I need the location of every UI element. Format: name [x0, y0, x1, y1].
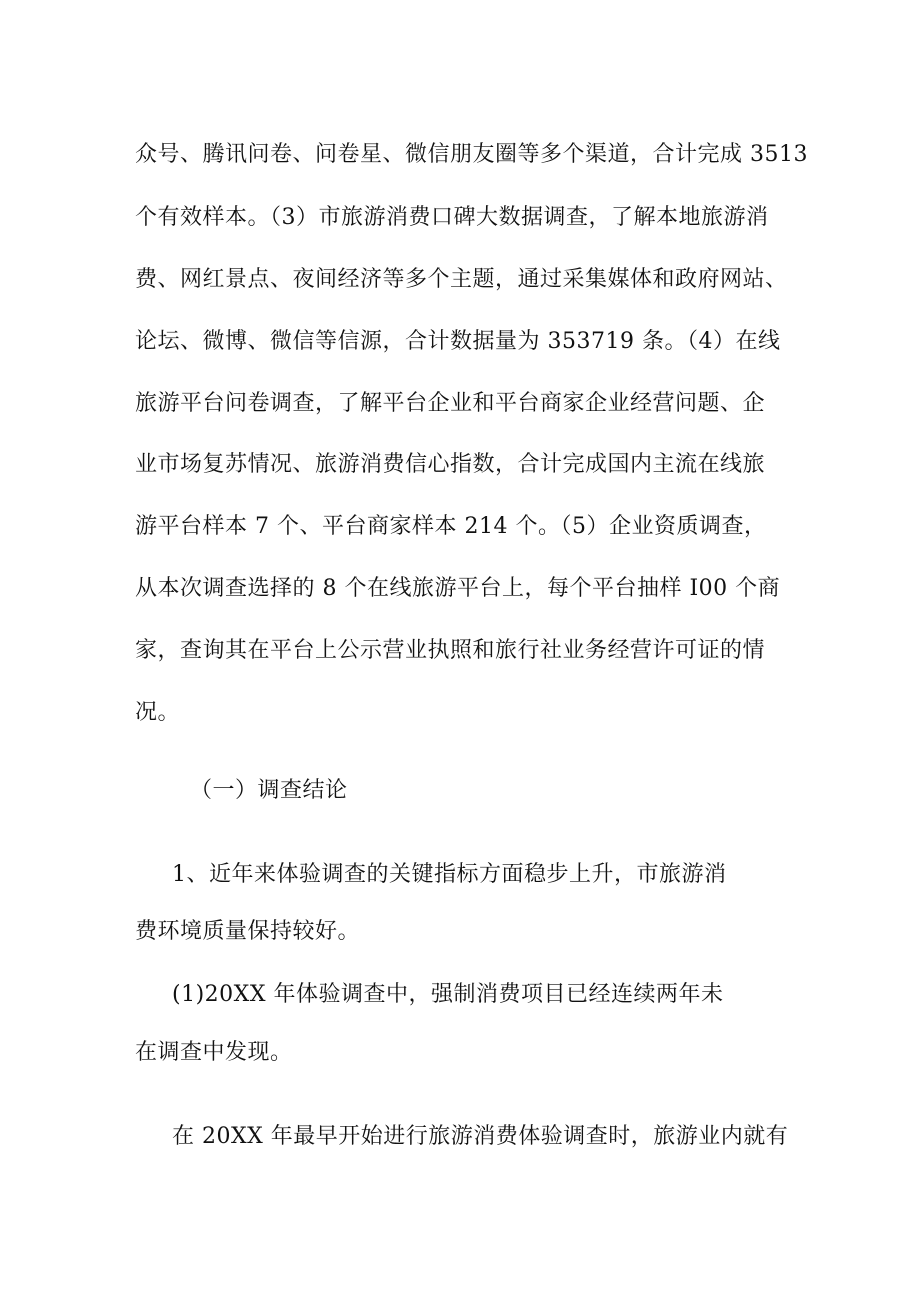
subpoint-line: 在调查中发现。 — [135, 1040, 293, 1065]
point-heading-line: 1、近年来体验调查的关键指标方面稳步上升，市旅游消 — [172, 862, 727, 887]
section-heading: （一）调查结论 — [190, 778, 348, 803]
point-heading-line: 费环境质量保持较好。 — [135, 919, 361, 944]
paragraph-line: 游平台样本 7 个、平台商家样本 214 个。（5）企业资质调查， — [135, 514, 767, 539]
paragraph-line: 在 20XX 年最早开始进行旅游消费体验调查时，旅游业内就有 — [172, 1124, 789, 1149]
paragraph-line: 众号、腾讯问卷、问卷星、微信朋友圈等多个渠道，合计完成 3513 — [135, 142, 808, 167]
subpoint-line: (1)20XX 年体验调查中，强制消费项目已经连续两年未 — [172, 982, 724, 1007]
paragraph-line: 从本次调查选择的 8 个在线旅游平台上，每个平台抽样 I00 个商 — [135, 576, 781, 601]
paragraph-line: 况。 — [135, 700, 181, 725]
paragraph-line: 业市场复苏情况、旅游消费信心指数，合计完成国内主流在线旅 — [135, 452, 766, 477]
paragraph-line: 个有效样本。（3）市旅游消费口碑大数据调查，了解本地旅游消 — [135, 205, 769, 230]
paragraph-line: 旅游平台问卷调查，了解平台企业和平台商家企业经营问题、企 — [135, 391, 766, 416]
paragraph-line: 家，查询其在平台上公示营业执照和旅行社业务经营许可证的情 — [135, 638, 766, 663]
paragraph-line: 费、网红景点、夜间经济等多个主题，通过采集媒体和政府网站、 — [135, 267, 788, 292]
paragraph-line: 论坛、微博、微信等信源，合计数据量为 353719 条。（4）在线 — [135, 329, 781, 354]
